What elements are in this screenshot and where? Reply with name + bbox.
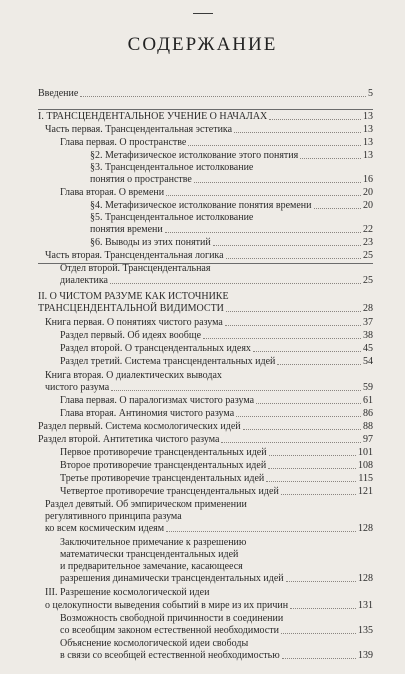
toc-entry: Введение 5 <box>38 88 373 99</box>
toc-entry-line: §5. Трансцендентальное истолкование <box>90 212 254 223</box>
toc-entry-line: и предварительное замечание, касающееся <box>60 561 243 572</box>
toc-entry: §2. Метафизическое истолкование этого понятия 13 <box>90 150 373 161</box>
toc-entry: Раздел второй. Антитетика чистого разума 97 <box>38 434 373 445</box>
toc-entry: Четвертое противоречие трансцендентальных идей 121 <box>60 486 373 497</box>
toc-entry: §6. Выводы из этих понятий 23 <box>90 237 373 248</box>
toc-entry: диалектика 25 <box>60 275 373 286</box>
toc-entry: чистого разума 59 <box>45 382 373 393</box>
toc-entry: Глава вторая. О времени 20 <box>60 187 373 198</box>
toc-entry: Книга первая. О понятиях чистого разума 37 <box>45 317 373 328</box>
toc-entry: Глава первая. О паралогизмах чистого разума 61 <box>60 395 373 406</box>
toc-entry-line: §3. Трансцендентальное истолкование <box>90 162 254 173</box>
toc-entry: Часть вторая. Трансцендентальная логика 25 <box>45 250 373 261</box>
page-title: СОДЕРЖАНИЕ <box>127 34 278 55</box>
toc-entry: понятия времени 22 <box>90 224 373 235</box>
toc-entry: в связи со всеобщей естественной необходимостью 139 <box>60 650 373 661</box>
toc-entry: Глава первая. О пространстве 13 <box>60 137 373 148</box>
toc-entry: Первое противоречие трансцендентальных идей 101 <box>60 447 373 458</box>
toc-entry: I. ТРАНСЦЕНДЕНТАЛЬНОЕ УЧЕНИЕ О НАЧАЛАХ 13 <box>38 111 373 122</box>
toc-entry: разрешения динамически трансцендентальных идей 128 <box>60 573 373 584</box>
toc-entry: Раздел второй. О трансцендентальных идеях 45 <box>60 343 373 354</box>
toc-entry: Второе противоречие трансцендентальных идей 108 <box>60 460 373 471</box>
toc-entry: Раздел третий. Система трансцендентальных идей 54 <box>60 356 373 367</box>
toc-entry: §4. Метафизическое истолкование понятия времени 20 <box>90 200 373 211</box>
toc-entry: со всеобщим законом естественной необходимости 135 <box>60 625 373 636</box>
toc-entry-line: III. Разрешение космологической идеи <box>45 587 210 598</box>
toc-entry-line: математически трансцендентальных идей <box>60 549 239 560</box>
toc-entry: понятия о пространстве 16 <box>90 174 373 185</box>
toc-entry: Третье противоречие трансцендентальных идей 115 <box>60 473 373 484</box>
toc-entry: ко всем космическим идеям 128 <box>45 523 373 534</box>
toc-entry-line: Книга вторая. О диалектических выводах <box>45 370 222 381</box>
toc-entry-line: Отдел второй. Трансцендентальная <box>60 263 211 274</box>
toc-entry-line: Раздел девятый. Об эмпирическом применении <box>45 499 247 510</box>
toc-entry-line: регулятивного принципа разума <box>45 511 182 522</box>
toc-entry: Раздел первый. Система космологических идей 88 <box>38 421 373 432</box>
toc-entry: Часть первая. Трансцендентальная эстетика 13 <box>45 124 373 135</box>
toc-entry-line: Объяснение космологической идеи свободы <box>60 638 249 649</box>
toc-entry: о целокупности выведения событий в мире из их причин 131 <box>45 600 373 611</box>
toc-entry: Глава вторая. Антиномия чистого разума 86 <box>60 408 373 419</box>
toc-entry-line: Возможность свободной причинности в соединении <box>60 613 284 624</box>
toc-entry-line: Заключительное примечание к разрешению <box>60 537 247 548</box>
toc-entry: Раздел первый. Об идеях вообще 38 <box>60 330 373 341</box>
toc-entry: ТРАНСЦЕНДЕНТАЛЬНОЙ ВИДИМОСТИ 28 <box>38 303 373 314</box>
toc-entry-line: II. О ЧИСТОМ РАЗУМЕ КАК ИСТОЧНИКЕ <box>38 291 229 302</box>
